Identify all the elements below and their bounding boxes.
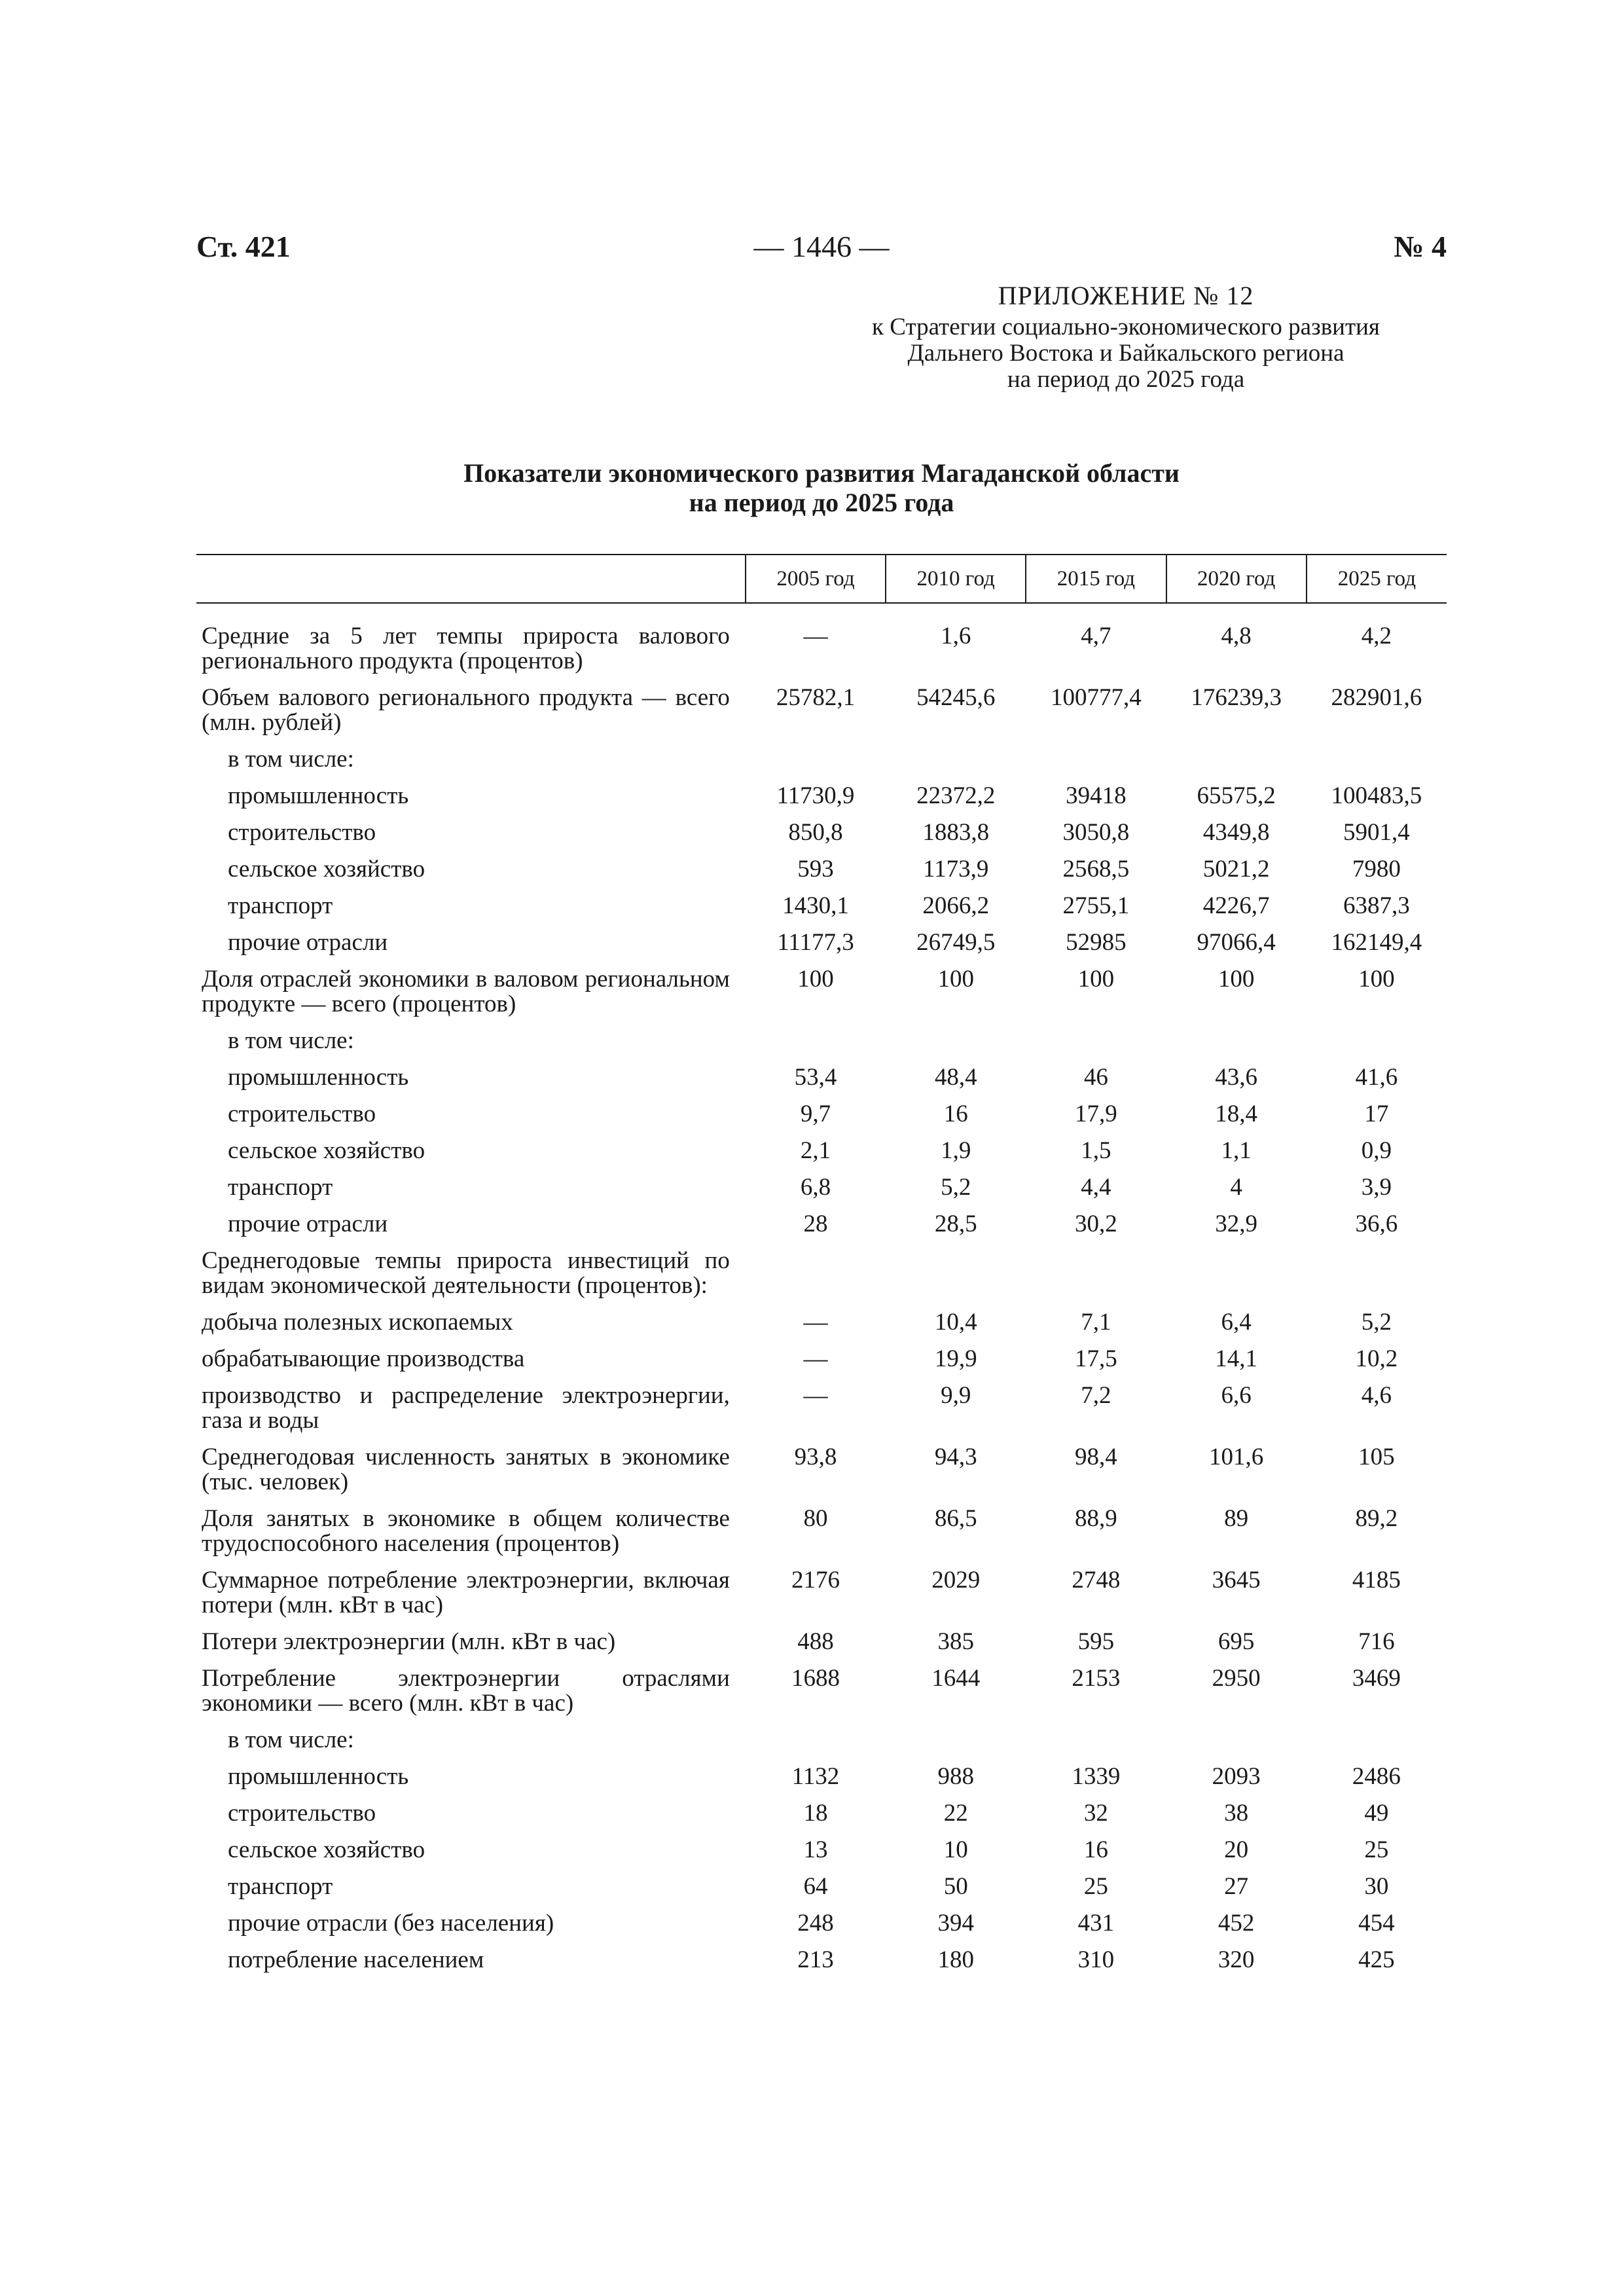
table-row — [196, 1305, 1447, 1342]
document-title — [196, 458, 1447, 517]
cell-value: 425 — [1358, 1946, 1395, 1973]
cell-value: 162149,4 — [1331, 929, 1422, 956]
row-label: транспорт — [228, 1174, 333, 1201]
cell-value: 2486 — [1352, 1763, 1401, 1790]
row-label: транспорт — [228, 1873, 333, 1900]
cell-value: 100777,4 — [1051, 684, 1142, 711]
cell-value: 16 — [943, 1101, 968, 1127]
cell-value: 2748 — [1072, 1567, 1121, 1594]
column-header-2020: 2020 год — [1166, 555, 1307, 603]
cell-value: 25 — [1364, 1836, 1389, 1863]
cell-value: 2153 — [1072, 1665, 1121, 1692]
row-label: Потребление электроэнергии отраслями экономики — всего (млн. кВт в час) — [202, 1665, 730, 1717]
cell-value: 4,6 — [1361, 1382, 1392, 1409]
cell-value — [886, 742, 1026, 779]
cell-value — [886, 1723, 1026, 1760]
cell-value: — — [803, 1382, 828, 1409]
cell-value: 4,7 — [1081, 623, 1111, 649]
row-label: Средние за 5 лет темпы прироста валового регионального продукта (процентов) — [202, 623, 730, 674]
cell-value: 1688 — [791, 1665, 840, 1692]
cell-value: 5021,2 — [1202, 856, 1270, 883]
table-row — [196, 1502, 1447, 1563]
table-row — [196, 1379, 1447, 1440]
cell-value — [746, 1723, 886, 1760]
cell-value: 7,1 — [1081, 1309, 1111, 1336]
cell-value: 94,3 — [934, 1444, 977, 1470]
cell-value: 11177,3 — [777, 929, 854, 956]
cell-value: 213 — [797, 1946, 834, 1973]
cell-value: 93,8 — [794, 1444, 837, 1470]
cell-value — [1026, 1024, 1166, 1061]
row-label: промышленность — [228, 1064, 409, 1091]
cell-value: — — [803, 1345, 828, 1372]
cell-value: 6,8 — [800, 1174, 831, 1201]
cell-value: 54245,6 — [916, 684, 996, 711]
cell-value: 50 — [943, 1873, 968, 1900]
cell-value — [1307, 1024, 1447, 1061]
cell-value: 101,6 — [1209, 1444, 1264, 1470]
table-row — [196, 1244, 1447, 1305]
cell-value: 11730,9 — [776, 782, 855, 809]
cell-value: 39418 — [1066, 782, 1127, 809]
row-label: Потери электроэнергии (млн. кВт в час) — [202, 1628, 616, 1655]
cell-value: 20 — [1224, 1836, 1249, 1863]
cell-value: 17 — [1364, 1101, 1389, 1127]
cell-value: 5901,4 — [1343, 819, 1410, 846]
column-header-2005: 2005 год — [746, 555, 886, 603]
cell-value: 248 — [797, 1910, 834, 1937]
cell-value: 595 — [1077, 1628, 1115, 1655]
table-row — [196, 1024, 1447, 1061]
row-label: обрабатывающие производства — [202, 1345, 525, 1372]
table-row — [196, 1906, 1447, 1943]
cell-value: 431 — [1077, 1910, 1115, 1937]
cell-value: 32 — [1083, 1800, 1108, 1827]
cell-value: 36,6 — [1355, 1211, 1398, 1237]
cell-value: 716 — [1358, 1628, 1395, 1655]
row-label: сельское хозяйство — [228, 856, 425, 883]
cell-value: 28,5 — [934, 1211, 977, 1237]
cell-value: 4,4 — [1081, 1174, 1111, 1201]
cell-value: 10 — [943, 1836, 968, 1863]
cell-value: 32,9 — [1215, 1211, 1258, 1237]
cell-value: 695 — [1218, 1628, 1255, 1655]
page-number: — 1446 — — [753, 230, 890, 263]
row-label: прочие отрасли — [228, 1211, 388, 1237]
row-label: прочие отрасли (без населения) — [228, 1910, 554, 1937]
cell-value: 282901,6 — [1331, 684, 1422, 711]
cell-value: 4349,8 — [1202, 819, 1270, 846]
row-label: добыча полезных ископаемых — [202, 1309, 513, 1336]
cell-value: 2568,5 — [1062, 856, 1130, 883]
cell-value — [1166, 1024, 1307, 1061]
cell-value — [746, 1244, 886, 1305]
cell-value: 98,4 — [1075, 1444, 1117, 1470]
cell-value: 310 — [1077, 1946, 1115, 1973]
cell-value: 850,8 — [788, 819, 843, 846]
cell-value: 4,2 — [1361, 623, 1392, 649]
cell-value — [1166, 742, 1307, 779]
cell-value: 2,1 — [800, 1137, 831, 1164]
row-label: Суммарное потребление электроэнергии, включая потери (млн. кВт в час) — [202, 1567, 730, 1618]
cell-value: 4 — [1230, 1174, 1242, 1201]
cell-value: 53,4 — [794, 1064, 837, 1091]
cell-value: 89,2 — [1355, 1505, 1398, 1532]
cell-value: 30 — [1364, 1873, 1389, 1900]
table-row — [196, 1760, 1447, 1796]
cell-value: 14,1 — [1215, 1345, 1258, 1372]
row-label: транспорт — [228, 892, 333, 919]
table-row — [196, 816, 1447, 852]
title-line-2: на период до 2025 года — [689, 488, 954, 517]
column-header-2025: 2025 год — [1307, 555, 1447, 603]
row-label: сельское хозяйство — [228, 1836, 425, 1863]
table-row — [196, 681, 1447, 742]
table-row — [196, 1833, 1447, 1870]
table-row — [196, 1723, 1447, 1760]
issue-number: № 4 — [1394, 230, 1447, 263]
table-row — [196, 1796, 1447, 1833]
row-label: в том числе: — [228, 1027, 354, 1054]
cell-value: 3645 — [1212, 1567, 1261, 1594]
table-row — [196, 1662, 1447, 1723]
article-number: Ст. 421 — [196, 230, 291, 263]
cell-value — [746, 1024, 886, 1061]
title-line-1: Показатели экономического развития Магаданской области — [463, 458, 1180, 488]
cell-value: 2755,1 — [1062, 892, 1130, 919]
cell-value: 4185 — [1352, 1567, 1401, 1594]
cell-value: 41,6 — [1355, 1064, 1398, 1091]
running-header — [196, 223, 1447, 275]
cell-value: 43,6 — [1215, 1064, 1258, 1091]
cell-value: 80 — [803, 1505, 828, 1532]
row-label: Доля отраслей экономики в валовом региональном продукте — всего (процентов) — [202, 966, 730, 1017]
cell-value: 18 — [803, 1800, 828, 1827]
cell-value: 6,4 — [1221, 1309, 1252, 1336]
cell-value: 454 — [1358, 1910, 1395, 1937]
table-row — [196, 1097, 1447, 1134]
cell-value: 6387,3 — [1343, 892, 1410, 919]
cell-value — [1166, 1723, 1307, 1760]
cell-value: 17,9 — [1075, 1101, 1117, 1127]
cell-value — [1026, 742, 1166, 779]
cell-value: 18,4 — [1215, 1101, 1258, 1127]
cell-value: 0,9 — [1361, 1137, 1392, 1164]
cell-value: 28 — [803, 1211, 828, 1237]
table-row — [196, 1625, 1447, 1662]
cell-value: 5,2 — [941, 1174, 971, 1201]
appendix-block — [818, 283, 1434, 393]
appendix-number: ПРИЛОЖЕНИЕ № 12 — [998, 281, 1254, 310]
cell-value: 97066,4 — [1197, 929, 1276, 956]
cell-value: 452 — [1218, 1910, 1255, 1937]
cell-value: 1,9 — [941, 1137, 971, 1164]
appendix-line-3: на период до 2025 года — [1007, 366, 1245, 393]
table-row — [196, 1870, 1447, 1906]
cell-value: 100 — [937, 966, 974, 993]
cell-value: 105 — [1358, 1444, 1395, 1470]
table-header-row — [196, 555, 1447, 603]
cell-value: 9,7 — [800, 1101, 831, 1127]
cell-value: 180 — [937, 1946, 974, 1973]
cell-value: 1430,1 — [782, 892, 849, 919]
row-label: Среднегодовые темпы прироста инвестиций по видам экономической деятельности (процентов): — [202, 1247, 730, 1299]
cell-value: 13 — [803, 1836, 828, 1863]
table-row — [196, 1342, 1447, 1379]
cell-value: 1,6 — [941, 623, 971, 649]
row-label: в том числе: — [228, 746, 354, 773]
row-label: промышленность — [228, 1763, 409, 1790]
cell-value: 10,4 — [934, 1309, 977, 1336]
cell-value: 488 — [797, 1628, 834, 1655]
column-header-2010: 2010 год — [886, 555, 1026, 603]
appendix-line-2: Дальнего Востока и Байкальского региона — [907, 340, 1344, 367]
cell-value: 100 — [1358, 966, 1395, 993]
cell-value: 100 — [797, 966, 834, 993]
cell-value: — — [803, 623, 828, 649]
cell-value: 88,9 — [1075, 1505, 1117, 1532]
table-row — [196, 779, 1447, 816]
row-label: Среднегодовая численность занятых в экономике (тыс. человек) — [202, 1444, 730, 1495]
table-row — [196, 1943, 1447, 1980]
column-header-label — [196, 555, 746, 603]
row-label: Объем валового регионального продукта — всего (млн. рублей) — [202, 684, 730, 736]
row-label: строительство — [228, 1800, 376, 1827]
cell-value: 10,2 — [1355, 1345, 1398, 1372]
column-header-2015: 2015 год — [1026, 555, 1166, 603]
cell-value: 7980 — [1352, 856, 1401, 883]
table-row — [196, 1440, 1447, 1502]
cell-value — [886, 1244, 1026, 1305]
cell-value: 4,8 — [1221, 623, 1252, 649]
cell-value: 2029 — [931, 1567, 981, 1594]
table-row — [196, 926, 1447, 962]
row-label: прочие отрасли — [228, 929, 388, 956]
table-row — [196, 852, 1447, 889]
table-row — [196, 1134, 1447, 1171]
table-body — [196, 619, 1447, 1980]
cell-value: 4226,7 — [1202, 892, 1270, 919]
table-row — [196, 889, 1447, 926]
cell-value: 176239,3 — [1191, 684, 1282, 711]
table-row — [196, 1563, 1447, 1625]
cell-value: 89 — [1224, 1505, 1249, 1532]
cell-value — [1307, 1723, 1447, 1760]
cell-value: 30,2 — [1075, 1211, 1117, 1237]
cell-value: 394 — [937, 1910, 974, 1937]
cell-value — [886, 1024, 1026, 1061]
cell-value: 1132 — [791, 1763, 840, 1790]
table-row — [196, 742, 1447, 779]
cell-value: 2093 — [1212, 1763, 1261, 1790]
cell-value: 320 — [1218, 1946, 1255, 1973]
cell-value: 46 — [1083, 1064, 1108, 1091]
indicators-table — [196, 554, 1447, 1980]
cell-value: 22372,2 — [916, 782, 996, 809]
cell-value: 1,1 — [1221, 1137, 1252, 1164]
row-label: строительство — [228, 819, 376, 846]
cell-value: 1173,9 — [923, 856, 989, 883]
cell-value — [1307, 1244, 1447, 1305]
row-label: потребление населением — [228, 1946, 484, 1973]
cell-value: 100 — [1077, 966, 1115, 993]
cell-value: 16 — [1083, 1836, 1108, 1863]
table-row — [196, 962, 1447, 1024]
cell-value: 7,2 — [1081, 1382, 1111, 1409]
cell-value: 48,4 — [934, 1064, 977, 1091]
cell-value: 3,9 — [1361, 1174, 1392, 1201]
cell-value: 3469 — [1352, 1665, 1401, 1692]
row-label: строительство — [228, 1101, 376, 1127]
cell-value: 385 — [937, 1628, 974, 1655]
cell-value — [1026, 1723, 1166, 1760]
appendix-line-1: к Стратегии социально-экономического развития — [872, 314, 1380, 340]
cell-value: 25 — [1083, 1873, 1108, 1900]
cell-value: 593 — [797, 856, 834, 883]
cell-value — [1026, 1244, 1166, 1305]
cell-value: 1,5 — [1081, 1137, 1111, 1164]
table-row — [196, 1061, 1447, 1097]
cell-value: 19,9 — [934, 1345, 977, 1372]
cell-value — [1166, 1244, 1307, 1305]
row-label: в том числе: — [228, 1726, 354, 1753]
cell-value: 38 — [1224, 1800, 1249, 1827]
cell-value: 5,2 — [1361, 1309, 1392, 1336]
cell-value: 100483,5 — [1331, 782, 1422, 809]
cell-value: 22 — [943, 1800, 968, 1827]
cell-value: 52985 — [1066, 929, 1127, 956]
table-row — [196, 1171, 1447, 1207]
table-row — [196, 1207, 1447, 1244]
cell-value: 1339 — [1072, 1763, 1121, 1790]
cell-value: 1883,8 — [922, 819, 990, 846]
row-label: сельское хозяйство — [228, 1137, 425, 1164]
cell-value: 3050,8 — [1062, 819, 1130, 846]
cell-value: 100 — [1218, 966, 1255, 993]
cell-value: 988 — [937, 1763, 974, 1790]
cell-value: 27 — [1224, 1873, 1249, 1900]
row-label: промышленность — [228, 782, 409, 809]
cell-value: 2950 — [1212, 1665, 1261, 1692]
cell-value — [1307, 742, 1447, 779]
cell-value: 2066,2 — [922, 892, 990, 919]
table-row — [196, 619, 1447, 681]
row-label: производство и распределение электроэнергии, газа и воды — [202, 1382, 730, 1434]
cell-value: 64 — [803, 1873, 828, 1900]
cell-value: — — [803, 1309, 828, 1336]
cell-value: 6,6 — [1221, 1382, 1252, 1409]
cell-value: 25782,1 — [776, 684, 856, 711]
cell-value: 49 — [1364, 1800, 1389, 1827]
cell-value: 1644 — [931, 1665, 981, 1692]
cell-value: 17,5 — [1075, 1345, 1117, 1372]
cell-value: 65575,2 — [1197, 782, 1276, 809]
cell-value: 86,5 — [934, 1505, 977, 1532]
cell-value: 9,9 — [941, 1382, 971, 1409]
cell-value: 26749,5 — [916, 929, 996, 956]
cell-value: 2176 — [791, 1567, 840, 1594]
row-label: Доля занятых в экономике в общем количестве трудоспособного населения (процентов) — [202, 1505, 730, 1557]
cell-value — [746, 742, 886, 779]
